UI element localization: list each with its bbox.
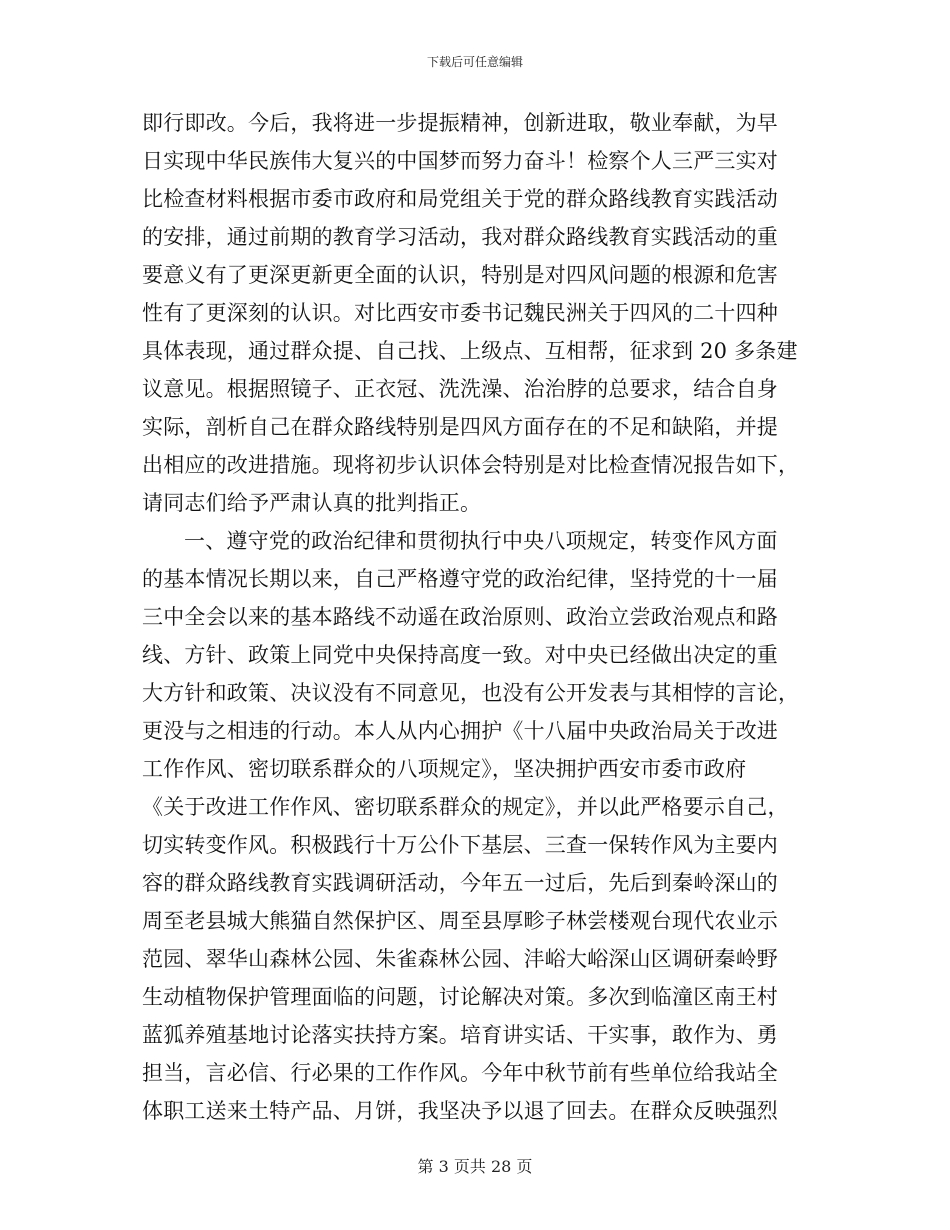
text-line: 性有了更深刻的认识。对比西安市委书记魏民洲关于四风的二十四种 — [142, 301, 778, 325]
text-line: 体职工送来土特产品、月饼，我坚决予以退了回去。在群众反映强烈 — [142, 1099, 778, 1123]
text-line: 的基本情况长期以来，自己严格遵守党的政治纪律，坚持党的十一届 — [142, 567, 778, 591]
text-line: 周至老县城大熊猫自然保护区、周至县厚畛子林尝楼观台现代农业示 — [142, 909, 778, 933]
page-footer: 第 3 页共 28 页 — [417, 1157, 533, 1176]
page-header: 下载后可任意编辑 — [426, 55, 523, 69]
text-line: 担当，言必信、行必果的工作作风。今年中秋节前有些单位给我站全 — [142, 1061, 778, 1085]
text-line: 即行即改。今后，我将进一步提振精神，创新进取，敬业奉献，为早 — [142, 111, 778, 135]
text-line: 生动植物保护管理面临的问题，讨论解决对策。多次到临潼区南王村 — [142, 985, 778, 1009]
document-body — [142, 104, 814, 1130]
text-line: 比检查材料根据市委市政府和局党组关于党的群众路线教育实践活动 — [142, 187, 778, 211]
text-line: 议意见。根据照镜子、正衣冠、洗洗澡、治治脖的总要求，结合自身 — [142, 377, 778, 401]
text-line: 范园、翠华山森林公园、朱雀森林公园、沣峪大峪深山区调研秦岭野 — [142, 947, 778, 971]
text-line: 更没与之相违的行动。本人从内心拥护《十八届中央政治局关于改进 — [142, 719, 778, 743]
text-line: 请同志们给予严肃认真的批判指正。 — [142, 491, 482, 515]
text-line: 工作作风、密切联系群众的八项规定》，坚决拥护西安市委市政府 — [142, 757, 747, 781]
text-line: 具体表现，通过群众提、自己找、上级点、互相帮，征求到 20 多条建 — [142, 339, 798, 363]
text-line: 容的群众路线教育实践调研活动，今年五一过后，先后到秦岭深山的 — [142, 871, 778, 895]
text-line: 线、方针、政策上同党中央保持高度一致。对中央已经做出决定的重 — [142, 643, 778, 667]
text-line: 蓝狐养殖基地讨论落实扶持方案。培育讲实话、干实事，敢作为、勇 — [142, 1023, 778, 1047]
text-line: 要意义有了更深更新更全面的认识，特别是对四风问题的根源和危害 — [142, 263, 778, 287]
text-line: 实际，剖析自己在群众路线特别是四风方面存在的不足和缺陷，并提 — [142, 415, 778, 439]
section-heading-line: 一、遵守党的政治纪律和贯彻执行中央八项规定，转变作风方面 — [184, 529, 778, 553]
text-line: 《关于改进工作作风、密切联系群众的规定》，并以此严格要示自己， — [142, 795, 789, 819]
text-line: 的安排，通过前期的教育学习活动，我对群众路线教育实践活动的重 — [142, 225, 778, 249]
text-line: 大方针和政策、决议没有不同意见，也没有公开发表与其相悖的言论， — [142, 681, 800, 705]
text-line: 三中全会以来的基本路线不动遥在政治原则、政治立尝政治观点和路 — [142, 605, 778, 629]
text-line: 出相应的改进措施。现将初步认识体会特别是对比检查情况报告如下， — [142, 453, 800, 477]
text-line: 切实转变作风。积极践行十万公仆下基层、三查一保转作风为主要内 — [142, 833, 778, 857]
text-line: 日实现中华民族伟大复兴的中国梦而努力奋斗！检察个人三严三实对 — [142, 149, 778, 173]
